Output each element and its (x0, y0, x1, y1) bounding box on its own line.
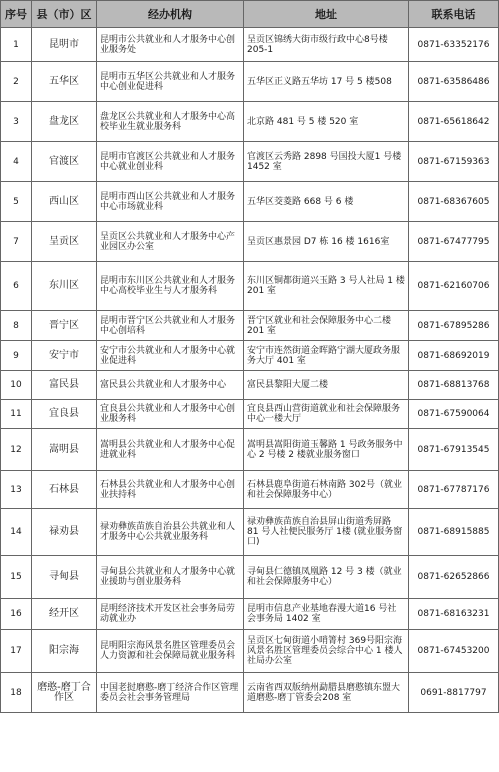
row-phone: 0871-68163231 (409, 599, 499, 630)
header-district: 县（市）区 (32, 1, 97, 28)
header-number: 序号 (1, 1, 32, 28)
row-number: 6 (1, 262, 32, 311)
row-address: 呈贡区锦绣大街市级行政中心8号楼 205-1 (244, 28, 409, 62)
row-district: 禄劝县 (32, 509, 97, 556)
row-number: 3 (1, 102, 32, 142)
row-phone: 0871-67787176 (409, 471, 499, 509)
row-address: 官渡区云秀路 2898 号国投大厦1 号楼 1452 室 (244, 142, 409, 182)
row-district: 盘龙区 (32, 102, 97, 142)
row-agency: 昆明经济技术开发区社会事务局劳动就业办 (97, 599, 244, 630)
table-row (1, 182, 499, 222)
row-district: 宜良县 (32, 400, 97, 429)
row-address: 云南省西双版纳州勐腊县磨憨镇东盟大道磨憨-磨丁管委会208 室 (244, 673, 409, 713)
row-agency: 呈贡区公共就业和人才服务中心产业园区办公室 (97, 222, 244, 262)
header-row (1, 1, 499, 28)
row-phone: 0871-67453200 (409, 630, 499, 673)
row-phone: 0871-67913545 (409, 429, 499, 471)
row-address: 安宁市连然街道金晖路宁湖大厦政务服务大厅 401 室 (244, 341, 409, 371)
row-number: 15 (1, 556, 32, 599)
row-district: 富民县 (32, 371, 97, 400)
row-district: 石林县 (32, 471, 97, 509)
row-phone: 0871-63352176 (409, 28, 499, 62)
table-row (1, 471, 499, 509)
row-phone: 0691-8817797 (409, 673, 499, 713)
table-row (1, 28, 499, 62)
row-phone: 0871-68915885 (409, 509, 499, 556)
table-row (1, 673, 499, 713)
table-row (1, 599, 499, 630)
row-address: 宜良县西山营街道就业和社会保障服务中心一楼大厅 (244, 400, 409, 429)
row-address: 北京路 481 号 5 楼 520 室 (244, 102, 409, 142)
row-number: 9 (1, 341, 32, 371)
row-district: 晋宁区 (32, 311, 97, 341)
row-number: 2 (1, 62, 32, 102)
row-number: 7 (1, 222, 32, 262)
row-phone: 0871-65618642 (409, 102, 499, 142)
row-address: 昆明市信息产业基地春漫大道16 号社会事务局 1402 室 (244, 599, 409, 630)
table-row (1, 311, 499, 341)
table-row (1, 371, 499, 400)
table-row (1, 429, 499, 471)
row-phone: 0871-62652866 (409, 556, 499, 599)
row-agency: 宜良县公共就业和人才服务中心创业服务科 (97, 400, 244, 429)
row-number: 13 (1, 471, 32, 509)
table-row (1, 509, 499, 556)
row-number: 12 (1, 429, 32, 471)
table-row (1, 142, 499, 182)
row-agency: 昆明阳宗海风景名胜区管理委员会人力资源和社会保障局就业服务科 (97, 630, 244, 673)
table-row (1, 341, 499, 371)
row-district: 嵩明县 (32, 429, 97, 471)
row-district: 五华区 (32, 62, 97, 102)
row-address: 五华区茭菱路 668 号 6 楼 (244, 182, 409, 222)
table-row (1, 102, 499, 142)
row-number: 11 (1, 400, 32, 429)
row-phone: 0871-68367605 (409, 182, 499, 222)
row-number: 16 (1, 599, 32, 630)
row-district: 寻甸县 (32, 556, 97, 599)
row-address: 五华区正义路五华坊 17 号 5 楼508 (244, 62, 409, 102)
row-phone: 0871-67895286 (409, 311, 499, 341)
row-address: 呈贡区七甸街道小哨箐村 369号阳宗海风景名胜区管理委员会综合中心 1 楼人社局办公室 (244, 630, 409, 673)
header-address: 地址 (244, 1, 409, 28)
row-phone: 0871-68692019 (409, 341, 499, 371)
row-district: 阳宗海 (32, 630, 97, 673)
table-row (1, 556, 499, 599)
row-district: 磨憨-磨丁合作区 (32, 673, 97, 713)
table-row (1, 630, 499, 673)
row-address: 呈贡区惠景园 D7 栋 16 楼 1616室 (244, 222, 409, 262)
row-address: 寻甸县仁德镇凤凰路 12 号 3 楼（就业和社会保障服务中心） (244, 556, 409, 599)
row-address: 东川区铜都街道兴玉路 3 号人社局 1 楼 201 室 (244, 262, 409, 311)
row-phone: 0871-63586486 (409, 62, 499, 102)
row-district: 昆明市 (32, 28, 97, 62)
row-address: 嵩明县嵩阳街道玉馨路 1 号政务服务中心 2 号楼 2 楼就业服务窗口 (244, 429, 409, 471)
row-number: 1 (1, 28, 32, 62)
row-number: 17 (1, 630, 32, 673)
row-agency: 昆明市五华区公共就业和人才服务中心创业促进科 (97, 62, 244, 102)
row-agency: 嵩明县公共就业和人才服务中心促进就业科 (97, 429, 244, 471)
row-number: 5 (1, 182, 32, 222)
row-agency: 昆明市东川区公共就业和人才服务中心高校毕业生与人才服务科 (97, 262, 244, 311)
row-agency: 盘龙区公共就业和人才服务中心高校毕业生就业服务科 (97, 102, 244, 142)
row-agency: 昆明市官渡区公共就业和人才服务中心就业创业科 (97, 142, 244, 182)
table-row (1, 62, 499, 102)
row-phone: 0871-67477795 (409, 222, 499, 262)
table-row (1, 222, 499, 262)
row-number: 14 (1, 509, 32, 556)
row-district: 呈贡区 (32, 222, 97, 262)
row-district: 官渡区 (32, 142, 97, 182)
row-agency: 安宁市公共就业和人才服务中心就业促进科 (97, 341, 244, 371)
row-address: 石林县鹿阜街道石林南路 302号（就业和社会保障服务中心） (244, 471, 409, 509)
row-number: 10 (1, 371, 32, 400)
row-district: 东川区 (32, 262, 97, 311)
row-phone: 0871-62160706 (409, 262, 499, 311)
row-agency: 昆明市晋宁区公共就业和人才服务中心创培科 (97, 311, 244, 341)
row-district: 经开区 (32, 599, 97, 630)
row-agency: 昆明市公共就业和人才服务中心创业服务处 (97, 28, 244, 62)
row-agency: 禄劝彝族苗族自治县公共就业和人才服务中心公共就业服务科 (97, 509, 244, 556)
row-number: 18 (1, 673, 32, 713)
row-agency: 中国老挝磨憨-磨丁经济合作区管理委员会社会事务管理局 (97, 673, 244, 713)
row-agency: 寻甸县公共就业和人才服务中心就业援助与创业服务科 (97, 556, 244, 599)
row-district: 西山区 (32, 182, 97, 222)
row-address: 晋宁区就业和社会保障服务中心二楼 201 室 (244, 311, 409, 341)
row-address: 富民县黎阳大厦二楼 (244, 371, 409, 400)
row-number: 8 (1, 311, 32, 341)
row-agency: 昆明市西山区公共就业和人才服务中心市场就业科 (97, 182, 244, 222)
row-phone: 0871-67590064 (409, 400, 499, 429)
table-row (1, 400, 499, 429)
row-agency: 富民县公共就业和人才服务中心 (97, 371, 244, 400)
table-row (1, 262, 499, 311)
row-number: 4 (1, 142, 32, 182)
row-district: 安宁市 (32, 341, 97, 371)
row-agency: 石林县公共就业和人才服务中心创业扶持科 (97, 471, 244, 509)
row-address: 禄劝彝族苗族自治县屏山街道秀屏路 81 号人社便民服务厅 1楼 (就业服务窗口) (244, 509, 409, 556)
header-agency: 经办机构 (97, 1, 244, 28)
header-phone: 联系电话 (409, 1, 499, 28)
row-phone: 0871-68813768 (409, 371, 499, 400)
row-phone: 0871-67159363 (409, 142, 499, 182)
